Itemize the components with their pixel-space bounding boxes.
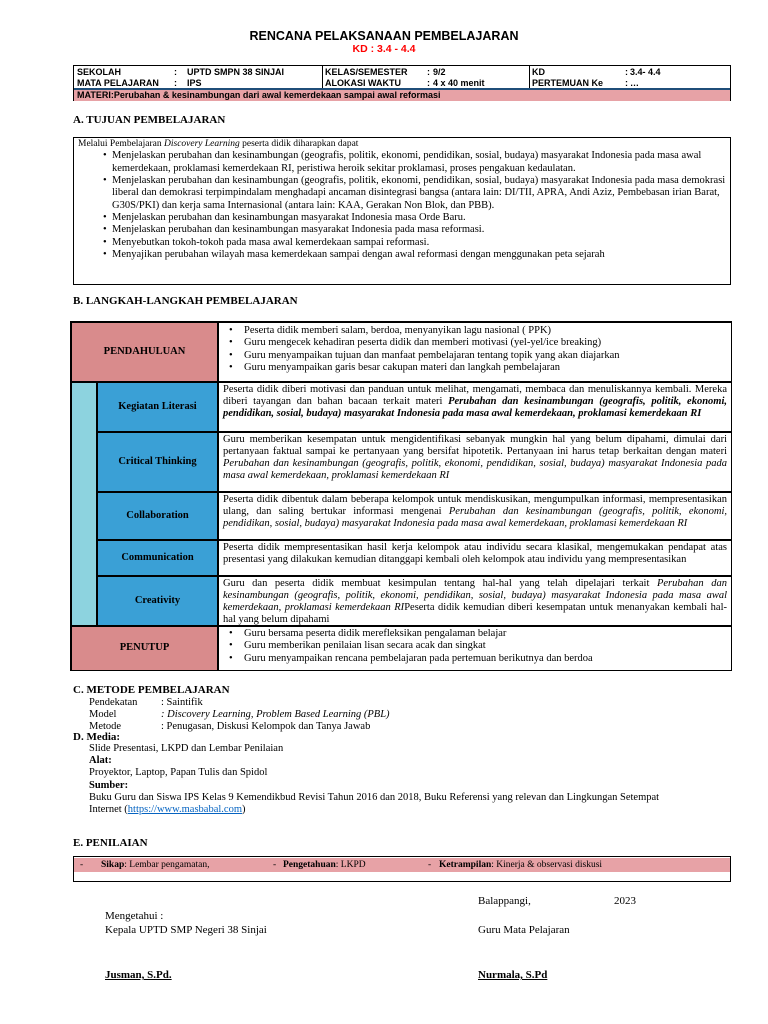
sikap-label: Sikap	[101, 860, 125, 870]
kd-value: 3.4- 4.4	[630, 67, 661, 77]
alokasi-colon: :	[427, 78, 430, 88]
metode-label: Model	[89, 709, 117, 720]
keterampilan-item	[439, 858, 603, 872]
section-c-heading: C. METODE PEMBELAJARAN	[73, 684, 230, 696]
penutup-list	[219, 628, 731, 665]
literasi-content	[218, 382, 732, 432]
internet-link[interactable]: https://www.masbabal.com	[127, 804, 242, 816]
metode-value: : Saintifik	[161, 697, 203, 708]
metode-value: : Penugasan, Diskusi Kelompok dan Tanya Jawab	[161, 721, 371, 732]
alokasi-value: 4 x 40 menit	[433, 78, 485, 88]
tujuan-box	[73, 137, 731, 285]
literasi-label: Kegiatan Literasi	[97, 382, 218, 432]
collab-em: Perubahan dan kesinambungan (geografis, politik, ekonomi, pendidikan, sosial, budaya) masyarakat Indonesia pada masa awal kemerdekaan, proklamasi kemerdekaan RI	[223, 506, 728, 530]
sign-place: Balappangi,	[478, 895, 531, 907]
kelas-label: KELAS/SEMESTER	[325, 67, 408, 77]
creat-text: Guru dan peserta didik membuat kesimpulan tentang hal-hal yang telah dipelajari terkait	[223, 578, 650, 589]
info-table	[73, 65, 731, 101]
creat-content	[218, 576, 732, 626]
media-block	[89, 743, 731, 816]
critical-em: Perubahan dan kesinambungan (geografis, politik, ekonomi, pendidikan, sosial, budaya) masyarakat Indonesia pada masa awal kemerdekaan, proklamasi kemerdekaan RI	[223, 458, 727, 482]
pertemuan-value: …	[630, 78, 639, 88]
document-title: RENCANA PELAKSANAAN PEMBELAJARAN	[249, 29, 519, 43]
tujuan-intro	[78, 139, 726, 150]
dash: -	[80, 860, 84, 870]
kelas-colon: :	[427, 67, 430, 77]
mapel-value: IPS	[187, 78, 202, 88]
dash: -	[273, 860, 277, 870]
keterampilan-value: : Kinerja & observasi diskusi	[491, 860, 603, 870]
mengetahui-label: Mengetahui :	[105, 910, 164, 922]
metode-value: : Discovery Learning, Problem Based Learning (PBL)	[161, 709, 390, 720]
critical-text: Guru memberikan kesempatan untuk mengidentifikasi sebanyak mungkin hal yang belum dipahami, dimulai dari pertanyaan faktual sampai ke pertanyaan yang bersifat hipotetik. Pertanyaan ini harus tetap berkaitan dengan materi	[223, 434, 727, 458]
mapel-colon: :	[174, 78, 177, 88]
sumber-label: Sumber:	[89, 779, 129, 791]
pendahuluan-content	[218, 322, 732, 382]
list-item: • Guru mengecek kehadiran peserta didik dan memberi motivasi (yel-yel/ice breaking)	[219, 337, 731, 349]
guru-title: Guru Mata Pelajaran	[478, 924, 570, 936]
keterampilan-label: Ketrampilan	[439, 860, 492, 870]
critical-label: Critical Thinking	[97, 432, 218, 492]
collab-content	[218, 492, 732, 540]
list-item: • Menjelaskan perubahan dan kesinambungan (geografis, politik, ekonomi, pendidikan, sosial, budaya) masyarakat Indonesia pada masa demokrasi liberal dan demokrasi terpimpindalam menghadapi ancaman disintegrasi bangsa (antara lain: DI/TII, APRA, Andi Aziz, Pembebasan irian Barat, G30S/PKI) dan kerja sama Internasional (antara lain: KAA, Gerakan Non Blok, dan PBB).	[78, 175, 726, 212]
list-item: • Guru bersama peserta didik merefleksikan pengalaman belajar	[219, 628, 731, 640]
alat-label: Alat:	[89, 755, 112, 767]
pendahuluan-label: PENDAHULUAN	[71, 322, 218, 382]
section-b-heading: B. LANGKAH-LANGKAH PEMBELAJARAN	[73, 295, 298, 307]
sumber-text: Buku Guru dan Siswa IPS Kelas 9 Kemendikbud Revisi Tahun 2016 dan 2018, Buku Referensi yang relevan dan Lingkungan Setempat	[89, 791, 660, 803]
langkah-table	[70, 321, 732, 671]
dash: -	[428, 860, 432, 870]
list-item: • Guru menyampaikan tujuan dan manfaat pembelajaran tentang topik yang akan diajarkan	[219, 350, 731, 362]
intro-em: Discovery Learning	[164, 139, 240, 149]
list-item: • Guru menyampaikan rencana pembelajaran pada pertemuan berikutnya dan berdoa	[219, 653, 731, 665]
kelas-value: 9/2	[433, 67, 446, 77]
collab-text: Peserta didik dibentuk dalam beberapa kelompok untuk mendiskusikan, mengumpulkan informasi, mempresentasikan ulang, dan saling bertukar informasi mengenai	[223, 494, 727, 518]
list-item: • Menjelaskan perubahan dan kesinambungan (geografis, politik, ekonomi, pendidikan, sosial, budaya) masyarakat Indonesia pada masa awal kemerdekaan, proklamasi kemerdekaan RI, peristiwa heroik sekitar proklamasi, proses pengakuan kedaulatan.	[78, 150, 726, 175]
info-row-1	[74, 67, 730, 77]
sekolah-colon: :	[174, 67, 177, 77]
intro-pre: Melalui Pembelajaran	[78, 139, 164, 149]
sekolah-value: UPTD SMPN 38 SINJAI	[187, 67, 285, 77]
section-a-heading: A. TUJUAN PEMBELAJARAN	[73, 114, 226, 126]
penutup-content	[218, 626, 732, 671]
pengetahuan-value: : LKPD	[335, 860, 366, 870]
internet-pre: Internet (	[89, 804, 128, 816]
penilaian-box	[73, 856, 731, 882]
literasi-text: Peserta didik diberi motivasi dan panduan untuk melihat, mengamati, membaca dan menuliskannya kembali. Mereka diberi tayangan dan bahan bacaan terkait materi	[223, 384, 727, 408]
list-item: • Menyajikan perubahan wilayah masa kemerdekaan sampai dengan awal reformasi dengan menggunakan peta sejarah	[78, 249, 726, 261]
list-item: • Menyebutkan tokoh-tokoh pada masa awal kemerdekaan sampai reformasi.	[78, 237, 726, 249]
mapel-label: MATA PELAJARAN	[77, 78, 159, 88]
alat-text: Proyektor, Laptop, Papan Tulis dan Spidol	[89, 767, 268, 779]
pertemuan-colon: :	[625, 78, 628, 88]
kd-colon: :	[625, 67, 628, 77]
comm-label: Communication	[97, 540, 218, 576]
internet-line	[89, 804, 731, 816]
list-item: • Guru memberikan penilaian lisan secara acak dan singkat	[219, 640, 731, 652]
penutup-label: PENUTUP	[71, 626, 218, 671]
metode-label: Metode	[89, 721, 122, 732]
creat-post: Peserta didik kemudian diberi kesempatan untuk menanyakan kembali hal-hal yang belum dipahami	[223, 602, 727, 626]
guru-name: Nurmala, S.Pd	[478, 969, 548, 981]
creat-em: Perubahan dan kesinambungan (geografis, politik, ekonomi, pendidikan, sosial, budaya) masyarakat Indonesia pada masa awal kemerdekaan, proklamasi kemerdekaan RI	[223, 578, 727, 614]
pertemuan-label: PERTEMUAN Ke	[532, 78, 604, 88]
intro-post: peserta didik diharapkan dapat	[239, 139, 359, 149]
comm-content: Peserta didik mempresentasikan hasil kerja kelompok atau individu secara klasikal, mengemukakan pendapat atas presentasi yang dilakukan kemudian ditanggapi kembali oleh kelompok atau individu yang mempresentasikan	[218, 540, 732, 576]
pendahuluan-list	[219, 325, 731, 375]
tujuan-list	[78, 150, 726, 261]
info-row-2	[74, 78, 730, 88]
creat-label: Creativity	[97, 576, 218, 626]
list-item: • Guru menyampaikan garis besar cakupan materi dan langkah pembelajaran	[219, 362, 731, 374]
sikap-item	[101, 858, 210, 872]
list-item: • Menjelaskan perubahan dan kesinambungan masyarakat Indonesia pada masa reformasi.	[78, 224, 726, 236]
critical-content	[218, 432, 732, 492]
literasi-em: Perubahan dan kesinambungan (geografis, politik, ekonomi, pendidikan, sosial, budaya) masyarakat Indonesia pada masa awal kemerdekaan, proklamasi kemerdekaan RI	[223, 396, 727, 420]
section-e-heading: E. PENILAIAN	[73, 837, 148, 849]
sikap-value: : Lembar pengamatan,	[124, 860, 210, 870]
list-item: • Peserta didik memberi salam, berdoa, menyanyikan lagu nasional ( PPK)	[219, 325, 731, 337]
kepala-name: Jusman, S.Pd.	[105, 969, 172, 981]
kd-subtitle: KD : 3.4 - 4.4	[352, 43, 416, 55]
metode-label: Pendekatan	[89, 697, 138, 708]
list-item: • Menjelaskan perubahan dan kesinambungan masyarakat Indonesia masa Orde Baru.	[78, 212, 726, 224]
media-text: Slide Presentasi, LKPD dan Lembar Penilaian	[89, 743, 284, 754]
pengetahuan-item	[283, 858, 366, 872]
inti-stripe	[71, 382, 97, 626]
pengetahuan-label: Pengetahuan	[283, 860, 336, 870]
sign-year: 2023	[614, 895, 636, 907]
kd-label: KD	[532, 67, 545, 77]
alokasi-label: ALOKASI WAKTU	[325, 78, 401, 88]
internet-post: )	[242, 804, 246, 816]
materi-bar: MATERI:Perubahan & kesinambungan dari awal kemerdekaan sampai awal reformasi	[74, 88, 730, 101]
collab-label: Collaboration	[97, 492, 218, 540]
sekolah-label: SEKOLAH	[77, 67, 122, 77]
penilaian-bar	[74, 858, 730, 872]
section-d-heading: D. Media:	[73, 731, 121, 743]
kepala-title: Kepala UPTD SMP Negeri 38 Sinjai	[105, 924, 267, 936]
